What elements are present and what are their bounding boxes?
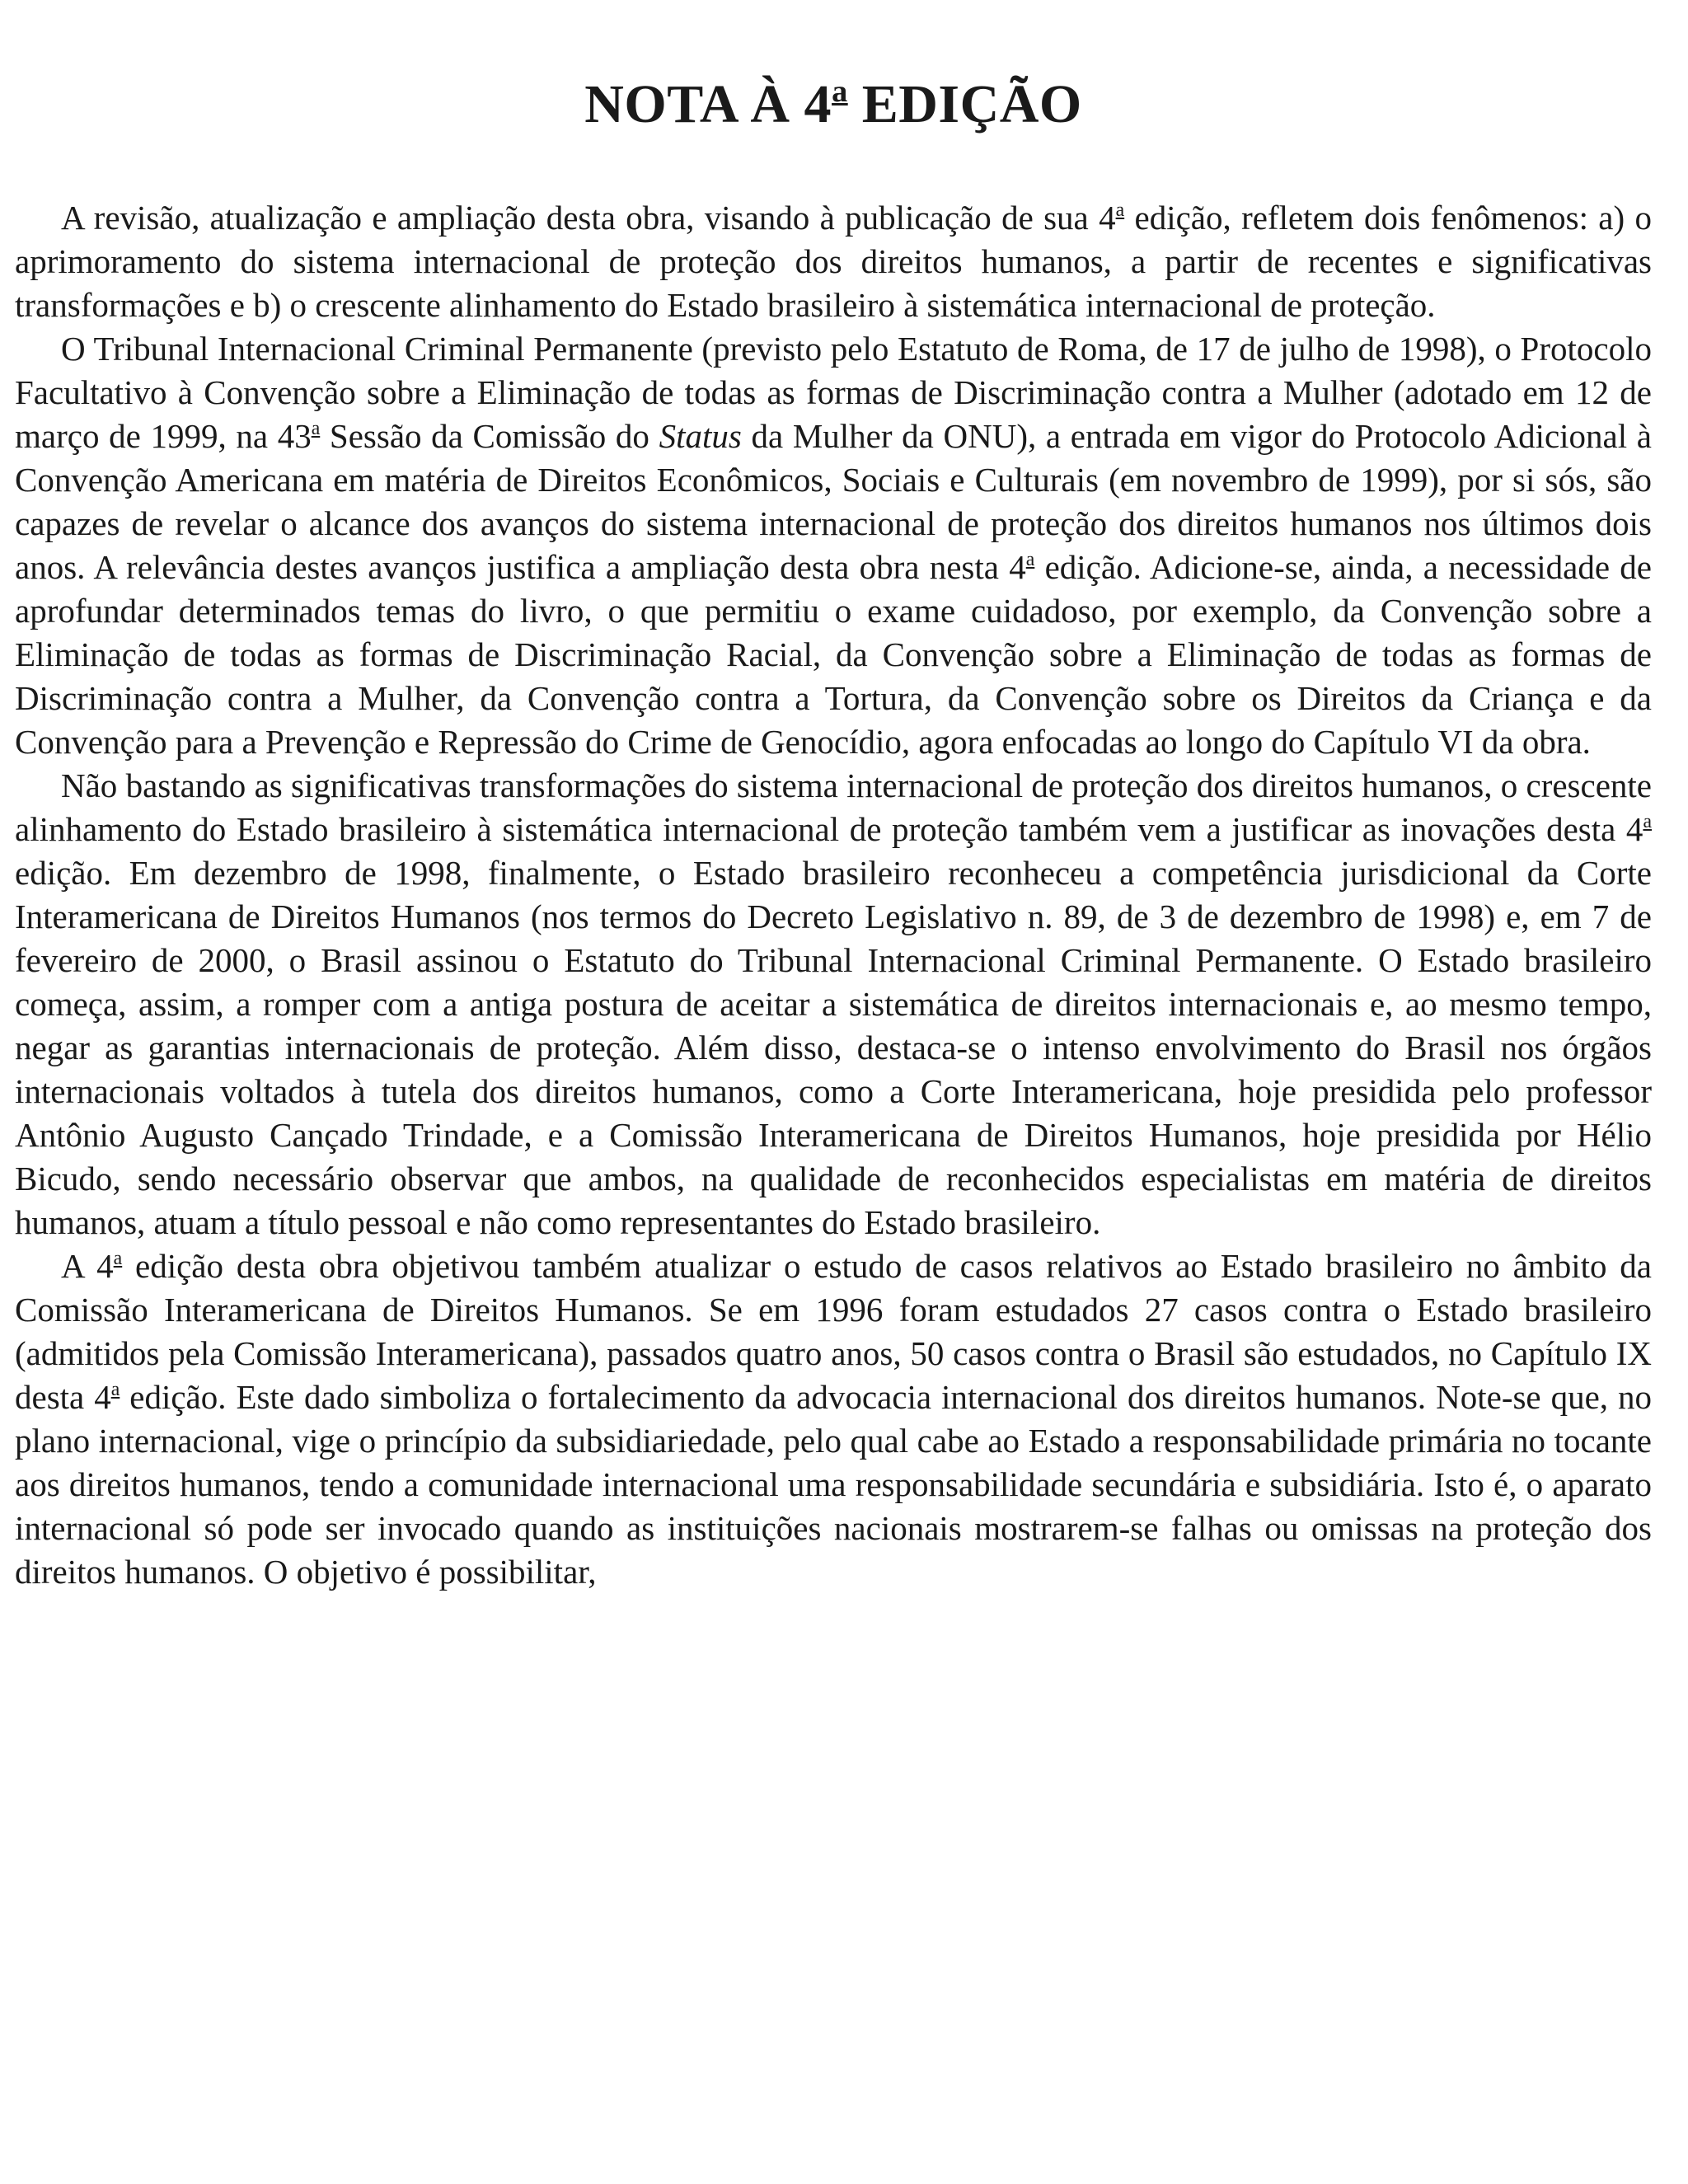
ordinal-indicator: a	[113, 1248, 123, 1270]
title-prefix: NOTA À 4	[584, 74, 832, 134]
ordinal-indicator: a	[110, 1379, 120, 1401]
text-run: edição. Este dado simboliza o fortalecimento da advocacia internacional dos direitos humanos. Note-se que, no plano internacional, vige o princípio da subsidiariedade, pelo qual cabe ao Estado a responsabilidade primária no tocante aos direitos humanos, tendo a comunidade internacional uma responsabilidade secundária e subsidiária. Isto é, o aparato internacional só pode ser invocado quando as instituições nacionais mostrarem-se falhas ou omissas na proteção dos direitos humanos. O objetivo é possibilitar,	[15, 1378, 1652, 1591]
text-run: edição. Em dezembro de 1998, finalmente, o Estado brasileiro reconheceu a competência jurisdicional da Corte Interamericana de Direitos Humanos (nos termos do Decreto Legislativo n. 89, de 3 de dezembro de 1998) e, em 7 de fevereiro de 2000, o Brasil assinou o Estatuto do Tribunal Internacional Criminal Permanente. O Estado brasileiro começa, assim, a romper com a antiga postura de aceitar a sistemática de direitos internacionais e, ao mesmo tempo, negar as garantias internacionais de proteção. Além disso, destaca-se o intenso envolvimento do Brasil nos órgãos internacionais voltados à tutela dos direitos humanos, como a Corte Interamericana, hoje presidida pelo professor Antônio Augusto Cançado Trindade, e a Comissão Interamericana de Direitos Humanos, hoje presidida por Hélio Bicudo, sendo necessário observar que ambos, na qualidade de reconhecidos especialistas em matéria de direitos humanos, atuam a título pessoal e não como representantes do Estado brasileiro.	[15, 854, 1652, 1241]
text-run: edição, refletem dois fenômenos: a) o aprimoramento do sistema internacional de proteção dos direitos humanos, a partir de recentes e significativas transformações e b) o crescente alinhamento do Estado brasileiro à sistemática internacional de proteção.	[15, 199, 1653, 324]
paragraph	[15, 764, 1652, 1244]
text-run: edição desta obra objetivou também atualizar o estudo de casos relativos ao Estado brasileiro no âmbito da Comissão Interamericana de Direitos Humanos. Se em 1996 foram estudados 27 casos contra o Estado brasileiro (admitidos pela Comissão Interamericana), passados quatro anos, 50 casos contra o Brasil são estudados, no Capítulo IX desta 4	[15, 1247, 1652, 1416]
title-suffix: EDIÇÃO	[847, 74, 1082, 134]
ordinal-indicator: a	[311, 418, 321, 440]
text-run: A revisão, atualização e ampliação desta obra, visando à publicação de sua 4	[61, 199, 1116, 237]
italic-text: Status	[659, 417, 742, 455]
ordinal-indicator: a	[1025, 549, 1035, 571]
body-text	[15, 196, 1652, 1594]
document-page	[15, 0, 1653, 1591]
text-run: A 4	[61, 1247, 114, 1285]
ordinal-indicator: a	[1643, 811, 1652, 833]
text-run: da Mulher da ONU), a entrada em vigor do Protocolo Adicional à Convenção Americana em matéria de Direitos Econômicos, Sociais e Culturais (em novembro de 1999), por si sós, são capazes de revelar o alcance dos avanços do sistema internacional de proteção dos direitos humanos nos últimos dois anos. A relevância destes avanços justifica a ampliação desta obra nesta 4	[15, 417, 1652, 586]
paragraph	[15, 327, 1652, 764]
text-run: Não bastando as significativas transformações do sistema internacional de proteção dos direitos humanos, o crescente alinhamento do Estado brasileiro à sistemática internacional de proteção também vem a justificar as inovações desta 4	[15, 766, 1652, 848]
text-run: Sessão da Comissão do	[320, 417, 659, 455]
ordinal-indicator: a	[1115, 199, 1125, 222]
text-run: O Tribunal Internacional Criminal Permanente (previsto pelo Estatuto de Roma, de 17 de julho de 1998), o Protocolo Facultativo à Convenção sobre a Eliminação de todas as formas de Discriminação contra a Mulher (adotado em 12 de março de 1999, na 43	[15, 330, 1652, 455]
paragraph	[15, 1244, 1652, 1594]
page-title	[15, 0, 1652, 140]
title-ordinal: a	[832, 74, 848, 110]
text-run: edição. Adicione-se, ainda, a necessidade de aprofundar determinados temas do livro, o que permitiu o exame cuidadoso, por exemplo, da Convenção sobre a Eliminação de todas as formas de Discriminação Racial, da Convenção sobre a Eliminação de todas as formas de Discriminação contra a Mulher, da Convenção contra a Tortura, da Convenção sobre os Direitos da Criança e da Convenção para a Prevenção e Repressão do Crime de Genocídio, agora enfocadas ao longo do Capítulo VI da obra.	[15, 548, 1652, 761]
paragraph	[15, 196, 1652, 327]
